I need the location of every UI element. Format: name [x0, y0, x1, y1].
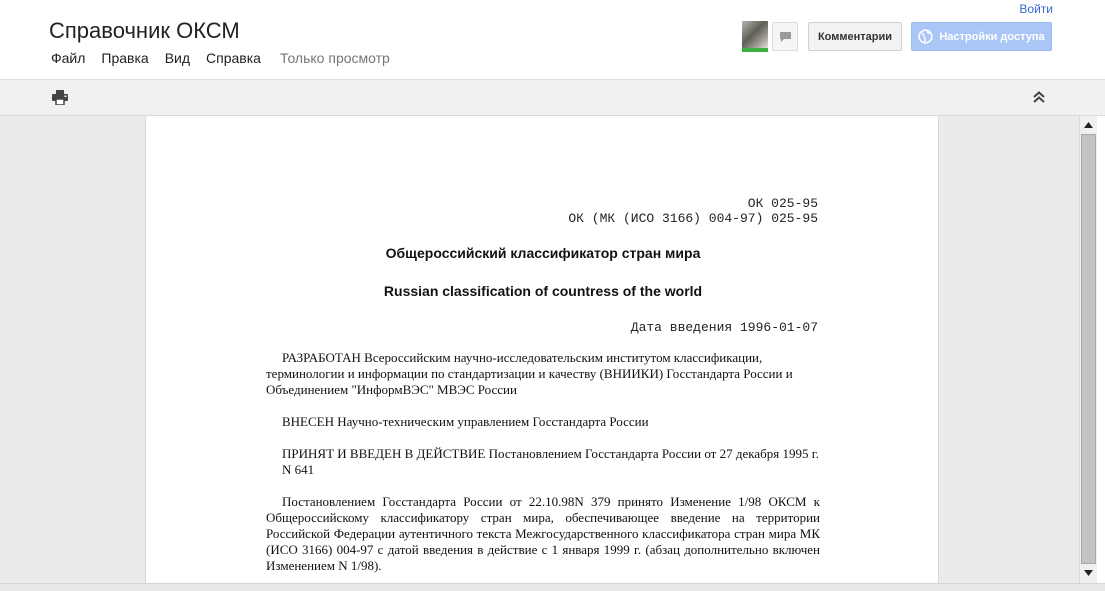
globe-icon — [918, 29, 933, 44]
toolbar — [0, 79, 1105, 116]
paragraph-line: Объединением "ИнформВЭС" МВЭС России — [266, 382, 517, 397]
paragraph-line: Общероссийскому классификатору стран мира, обеспечивающее введение на территории — [266, 510, 820, 525]
arrow-down-icon — [1084, 570, 1093, 576]
vertical-scrollbar[interactable] — [1079, 116, 1097, 583]
menu-edit[interactable]: Правка — [101, 50, 149, 66]
menu-file[interactable]: Файл — [51, 50, 86, 66]
menu-bar — [51, 50, 277, 66]
chat-icon — [779, 31, 792, 43]
paragraph-line: РАЗРАБОТАН Всероссийским научно-исследовательским институтом классификации, — [282, 350, 763, 365]
paragraph-line: (ИСО 3166) 004-97 с датой введения в действие с 1 января 1999 г. (абзац дополнительно включен — [266, 542, 820, 557]
menu-help[interactable]: Справка — [206, 50, 261, 66]
view-only-label: Только просмотр — [280, 50, 390, 66]
paragraph-developed — [266, 350, 826, 398]
share-button[interactable] — [911, 22, 1052, 51]
document-heading-ru: Общероссийский классификатор стран мира — [385, 245, 701, 261]
collapse-chevrons-icon[interactable] — [1031, 89, 1047, 105]
classifier-code: ОК 025-95 — [747, 196, 818, 211]
scroll-down-button[interactable] — [1080, 566, 1097, 580]
avatar[interactable] — [742, 21, 768, 52]
paragraph-amendment — [266, 494, 820, 574]
sign-in-link[interactable]: Войти — [1019, 2, 1053, 16]
menu-view[interactable]: Вид — [164, 50, 191, 66]
scroll-thumb[interactable] — [1081, 134, 1096, 564]
document-title[interactable]: Справочник ОКСМ — [49, 18, 240, 43]
bottom-edge — [0, 583, 1105, 591]
document-page — [145, 116, 939, 591]
effective-date: Дата введения 1996-01-07 — [630, 320, 818, 335]
paragraph-line: N 641 — [282, 462, 315, 477]
paragraph-line: Российской Федерации аутентичного текста Межгосударственного классификатора стран мира МК — [266, 526, 820, 541]
app-header — [0, 0, 1105, 79]
document-heading-en: Russian classification of countress of the world — [383, 283, 703, 299]
print-icon[interactable] — [52, 90, 68, 105]
share-button-label: Настройки доступа — [939, 30, 1045, 43]
paragraph-line: ВНЕСЕН Научно-техническим управлением Госстандарта России — [282, 414, 649, 429]
arrow-up-icon — [1084, 122, 1093, 128]
paragraph-adopted — [266, 446, 826, 478]
paragraph-line: Постановлением Госстандарта России от 22.10.98N 379 принято Изменение 1/98 ОКСМ к — [282, 494, 820, 509]
classifier-code-international: ОК (МК (ИСО 3166) 004-97) 025-95 — [568, 211, 818, 226]
paragraph-line: терминологии и информации по стандартизации и качеству (ВНИИКИ) Госстандарта России и — [266, 366, 793, 381]
scroll-up-button[interactable] — [1080, 118, 1097, 132]
paragraph-line: ПРИНЯТ И ВВЕДЕН В ДЕЙСТВИЕ Постановлением Госстандарта России от 27 декабря 1995 г. — [282, 446, 819, 461]
document-viewport[interactable] — [0, 116, 1079, 591]
paragraph-introduced — [266, 414, 826, 430]
comments-button[interactable]: Комментарии — [808, 22, 902, 51]
paragraph-line: Изменением N 1/98). — [266, 558, 382, 573]
chat-button[interactable] — [772, 22, 798, 51]
